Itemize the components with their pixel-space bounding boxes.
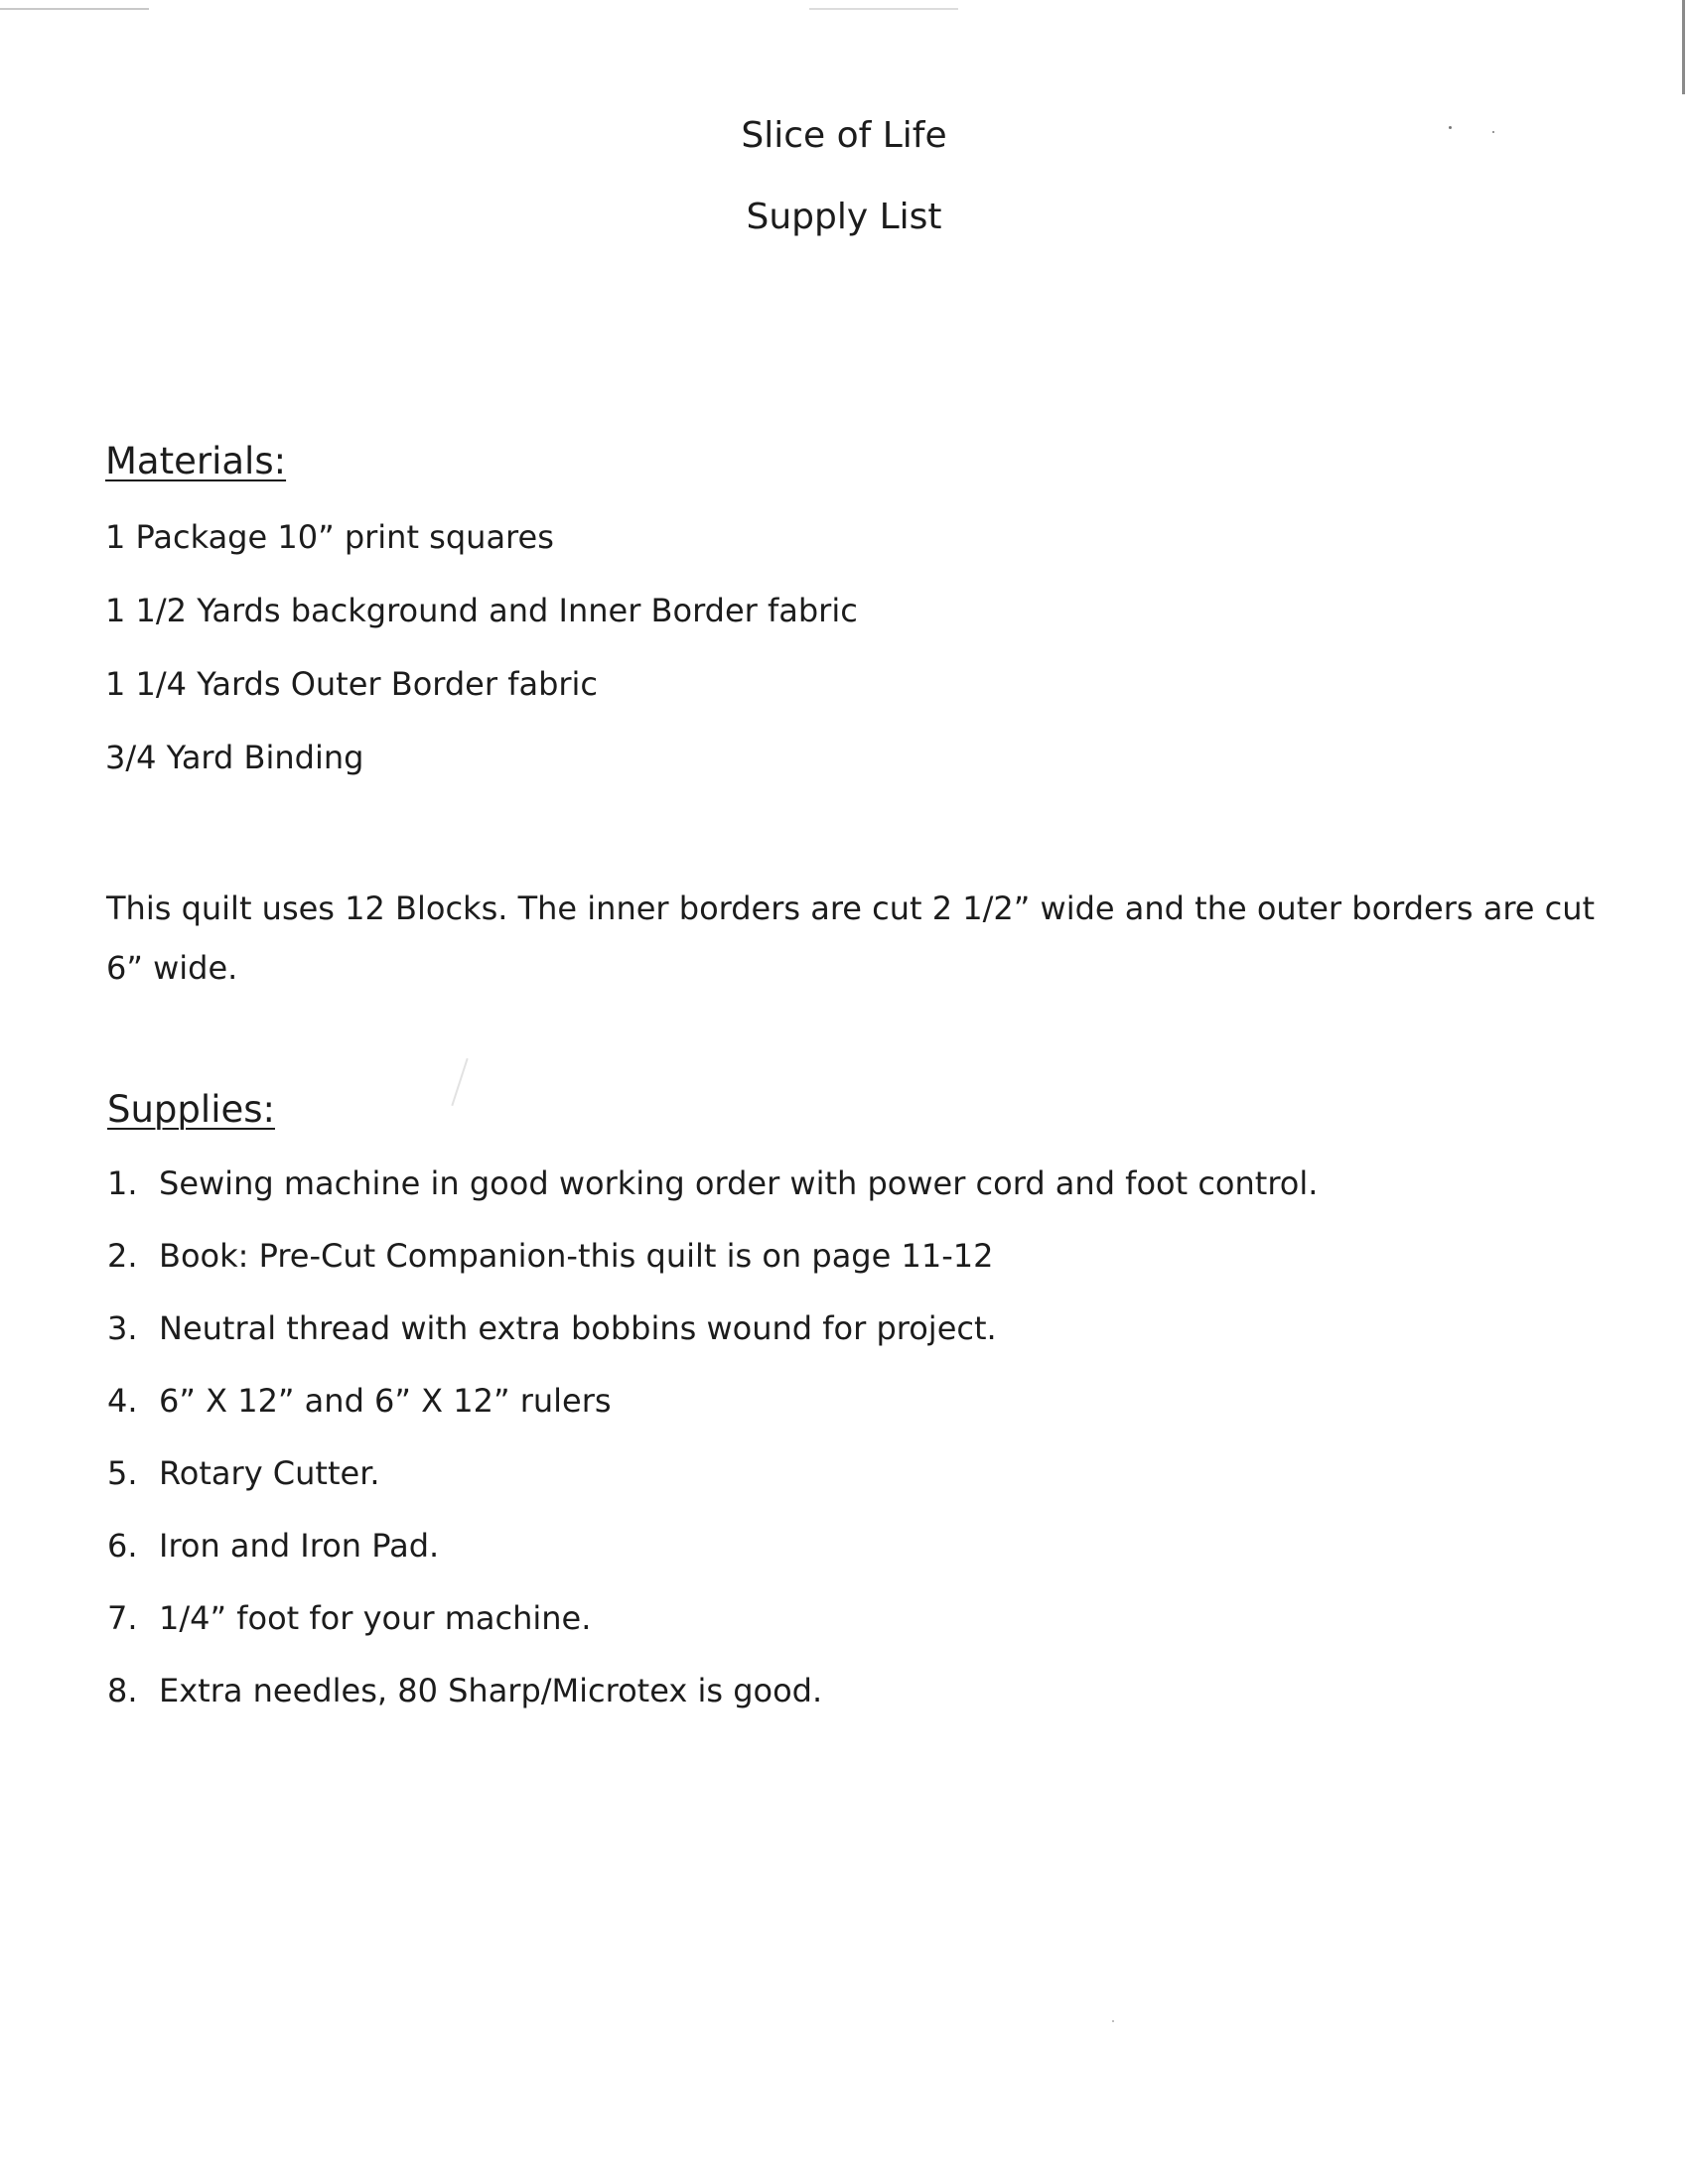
quilt-note: This quilt uses 12 Blocks. The inner borders are cut 2 1/2” wide and the outer borders are cut 6” wide. bbox=[106, 889, 1596, 987]
supply-item-number: 6. bbox=[107, 1527, 138, 1565]
supply-item-text: Iron and Iron Pad. bbox=[159, 1527, 440, 1565]
scan-artifact-line bbox=[809, 8, 958, 10]
scan-artifact-edge bbox=[1682, 0, 1685, 94]
supply-item bbox=[107, 1381, 612, 1421]
material-item: 1 1/2 Yards background and Inner Border fabric bbox=[105, 592, 858, 629]
material-item: 1 1/4 Yards Outer Border fabric bbox=[105, 665, 599, 703]
supply-item-number: 3. bbox=[107, 1309, 138, 1347]
supply-item bbox=[107, 1236, 993, 1276]
document-title: Slice of Life bbox=[741, 115, 947, 156]
supply-item bbox=[107, 1598, 591, 1638]
supply-item-text: Extra needles, 80 Sharp/Microtex is good. bbox=[159, 1672, 823, 1709]
supply-item-number: 2. bbox=[107, 1237, 138, 1275]
supply-item-text: Book: Pre-Cut Companion-this quilt is on page 11-12 bbox=[159, 1237, 994, 1275]
document-subtitle: Supply List bbox=[746, 197, 942, 237]
material-item: 3/4 Yard Binding bbox=[105, 739, 364, 776]
supply-item-number: 1. bbox=[107, 1164, 138, 1202]
supply-item-text: 6” X 12” and 6” X 12” rulers bbox=[159, 1382, 612, 1420]
material-item: 1 Package 10” print squares bbox=[105, 518, 554, 556]
supply-item bbox=[107, 1163, 1318, 1203]
materials-heading: Materials: bbox=[105, 440, 287, 482]
supply-item-number: 8. bbox=[107, 1672, 138, 1709]
scan-artifact-stroke bbox=[451, 1058, 468, 1106]
supply-item bbox=[107, 1308, 997, 1348]
supplies-heading: Supplies: bbox=[107, 1088, 275, 1131]
supply-item-text: Neutral thread with extra bobbins wound for project. bbox=[159, 1309, 997, 1347]
supply-item bbox=[107, 1526, 439, 1566]
supply-item-text: Rotary Cutter. bbox=[159, 1454, 380, 1492]
supply-item-number: 4. bbox=[107, 1382, 138, 1420]
scan-artifact-dot bbox=[1112, 2020, 1114, 2022]
supply-item-number: 5. bbox=[107, 1454, 138, 1492]
supply-item bbox=[107, 1671, 822, 1710]
scan-artifact-line bbox=[0, 8, 149, 10]
supply-item bbox=[107, 1453, 380, 1493]
supply-item-text: 1/4” foot for your machine. bbox=[159, 1599, 592, 1637]
supply-item-number: 7. bbox=[107, 1599, 138, 1637]
supply-item-text: Sewing machine in good working order with power cord and foot control. bbox=[159, 1164, 1319, 1202]
